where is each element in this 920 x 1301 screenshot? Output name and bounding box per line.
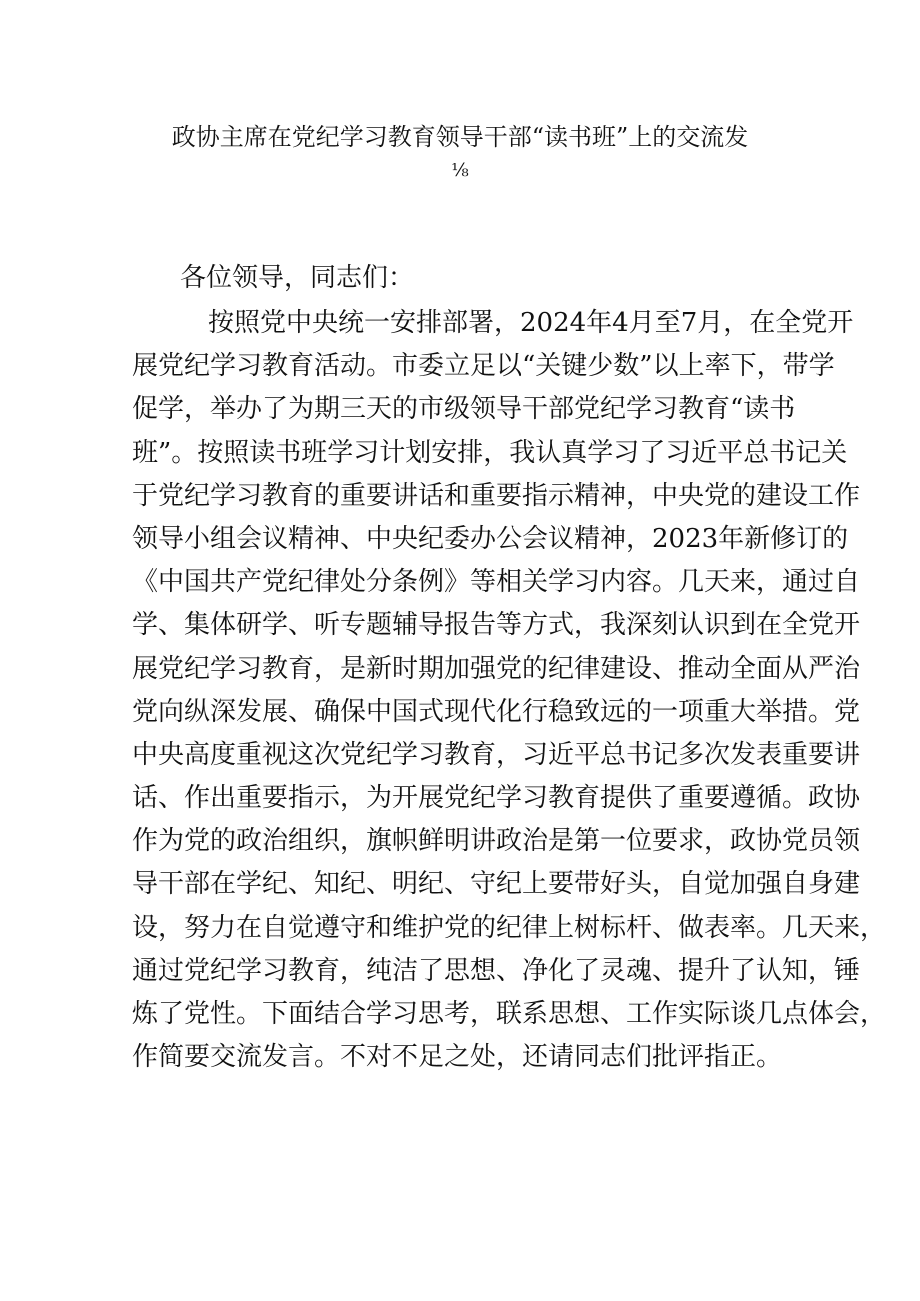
paragraph-line: 于党纪学习教育的重要讲话和重要指示精神，中央党的建设工作 <box>132 480 861 511</box>
paragraph-line: 展党纪学习教育活动。市委立足以“关键少数”以上率下，带学 <box>132 351 835 382</box>
paragraph-line: 展党纪学习教育，是新时期加强党的纪律建设、推动全面从严治 <box>132 653 861 684</box>
paragraph-line: 炼了党性。下面结合学习思考，联系思想、工作实际谈几点体会， <box>132 999 887 1029</box>
paragraph-line: 话、作出重要指示，为开展党纪学习教育提供了重要遵循。政协 <box>132 783 861 814</box>
paragraph-line: 班”。按照读书班学习计划安排，我认真学习了习近平总书记关 <box>132 437 848 468</box>
salutation: 各位领导，同志们： <box>180 263 415 293</box>
paragraph-line: 领导小组会议精神、中央纪委办公会议精神，2023年新修订的 <box>132 523 849 554</box>
paragraph-line: 促学，举办了为期三天的市级领导干部党纪学习教育“读书 <box>132 394 796 425</box>
body-paragraph <box>132 302 887 1079</box>
title-line-2: ⅛ <box>451 160 469 181</box>
paragraph-line: 通过党纪学习教育，纯洁了思想、净化了灵魂、提升了认知，锤 <box>132 955 861 986</box>
paragraph-line: 学、集体研学、听专题辅导报告等方式，我深刻认识到在全党开 <box>132 610 861 641</box>
paragraph-line: 作简要交流发言。不对不足之处，还请同志们批评指正。 <box>132 1042 783 1073</box>
paragraph-line: 设，努力在自觉遵守和维护党的纪律上树标杆、做表率。几天来， <box>132 912 887 943</box>
document-title <box>160 118 760 186</box>
paragraph-line: 中央高度重视这次党纪学习教育，习近平总书记多次发表重要讲 <box>132 739 861 770</box>
paragraph-line: 导干部在学纪、知纪、明纪、守纪上要带好头，自觉加强自身建 <box>132 869 861 900</box>
paragraph-line: 作为党的政治组织，旗帜鲜明讲政治是第一位要求，政协党员领 <box>132 826 861 857</box>
paragraph-line: 按照党中央统一安排部署，2024年4月至7月，在全党开 <box>208 308 854 338</box>
paragraph-line: 党向纵深发展、确保中国式现代化行稳致远的一项重大举措。党 <box>132 696 861 727</box>
title-line-1: 政协主席在党纪学习教育领导干部“读书班”上的交流发 <box>171 123 749 151</box>
paragraph-line: 《中国共产党纪律处分条例》等相关学习内容。几天来，通过自 <box>132 567 861 598</box>
